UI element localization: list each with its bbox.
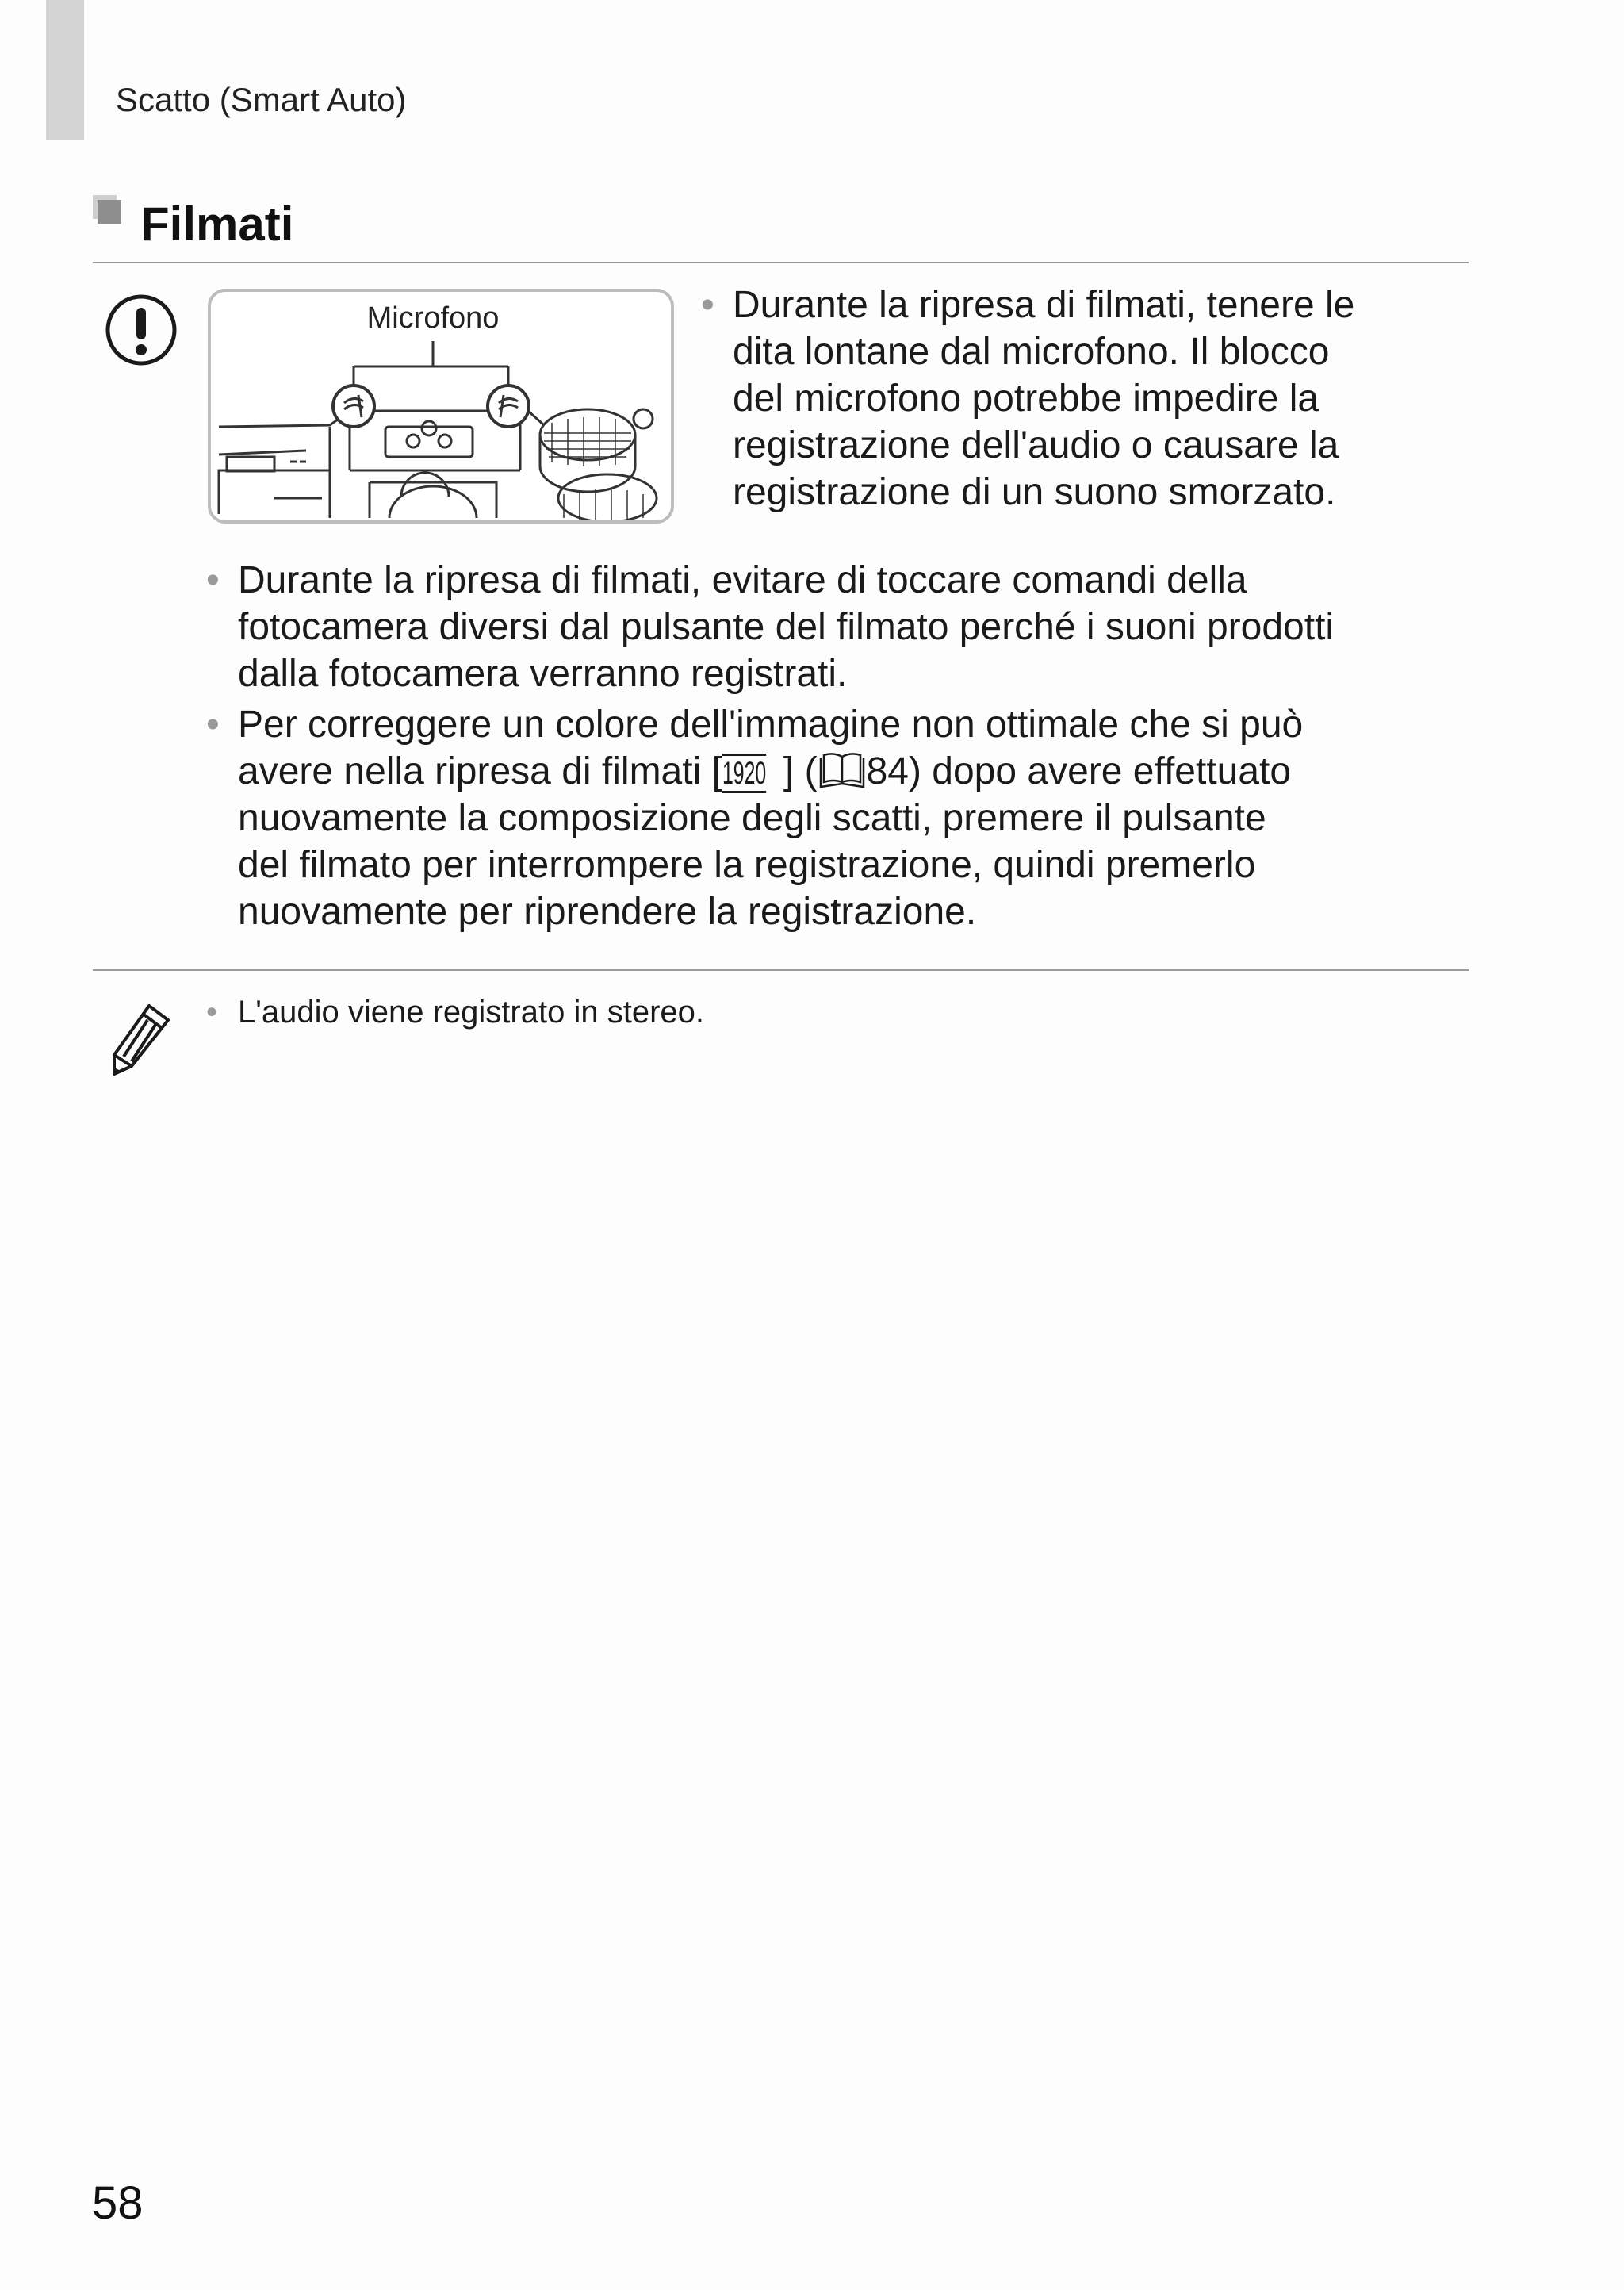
pencil-icon — [109, 998, 178, 1077]
bullet-line: nuovamente per riprendere la registrazione. — [238, 891, 977, 933]
bullet-text: avere nella ripresa di filmati [ — [238, 750, 722, 792]
note-divider — [93, 969, 1469, 971]
bullet-line: Durante la ripresa di filmati, evitare di toccare comandi della — [238, 559, 1247, 601]
section-title: Filmati — [140, 198, 294, 251]
caution-line: registrazione di un suono smorzato. — [733, 471, 1336, 513]
bullet-dot: • — [206, 559, 220, 601]
bullet-line: nuovamente la composizione degli scatti, premere il pulsante — [238, 797, 1266, 839]
bullet-item — [206, 701, 1443, 935]
bullet-item — [206, 557, 1443, 697]
bullet-line: dalla fotocamera verranno registrati. — [238, 653, 848, 695]
bullet-dot: • — [701, 284, 714, 326]
caution-bullet — [701, 282, 1462, 516]
page-reference[interactable]: 84 — [866, 750, 909, 792]
movie-size-1920-icon: 1920 — [722, 754, 766, 793]
section-divider — [93, 262, 1469, 263]
note-item — [206, 992, 704, 1033]
caution-line: Durante la ripresa di filmati, tenere le — [733, 284, 1355, 326]
microphone-label: Microfono — [366, 301, 500, 335]
exclamation-circle-icon — [105, 293, 178, 366]
bullet-line: Per correggere un colore dell'immagine non ottimale che si può — [238, 704, 1304, 746]
note-text: L'audio viene registrato in stereo. — [238, 995, 704, 1030]
running-header: Scatto (Smart Auto) — [116, 81, 407, 118]
caution-line: dita lontane dal microfono. Il blocco — [733, 331, 1330, 373]
bullet-dot: • — [206, 704, 220, 746]
bullet-line: fotocamera diversi dal pulsante del filmato perché i suoni prodotti — [238, 606, 1335, 648]
bullet-line: del filmato per interrompere la registrazione, quindi premerlo — [238, 844, 1256, 886]
book-reference-icon — [818, 752, 867, 790]
bullet-dot: • — [206, 995, 218, 1030]
side-tab — [46, 0, 84, 140]
bullet-line — [238, 748, 1443, 795]
caution-line: registrazione dell'audio o causare la — [733, 424, 1339, 466]
microphone-figure — [208, 289, 674, 524]
bullet-text: ] ( — [783, 750, 818, 792]
section-marker-icon — [93, 195, 121, 224]
bullet-text: ) dopo avere effettuato — [908, 750, 1292, 792]
caution-line: del microfono potrebbe impedire la — [733, 378, 1320, 420]
page-number: 58 — [92, 2177, 144, 2229]
